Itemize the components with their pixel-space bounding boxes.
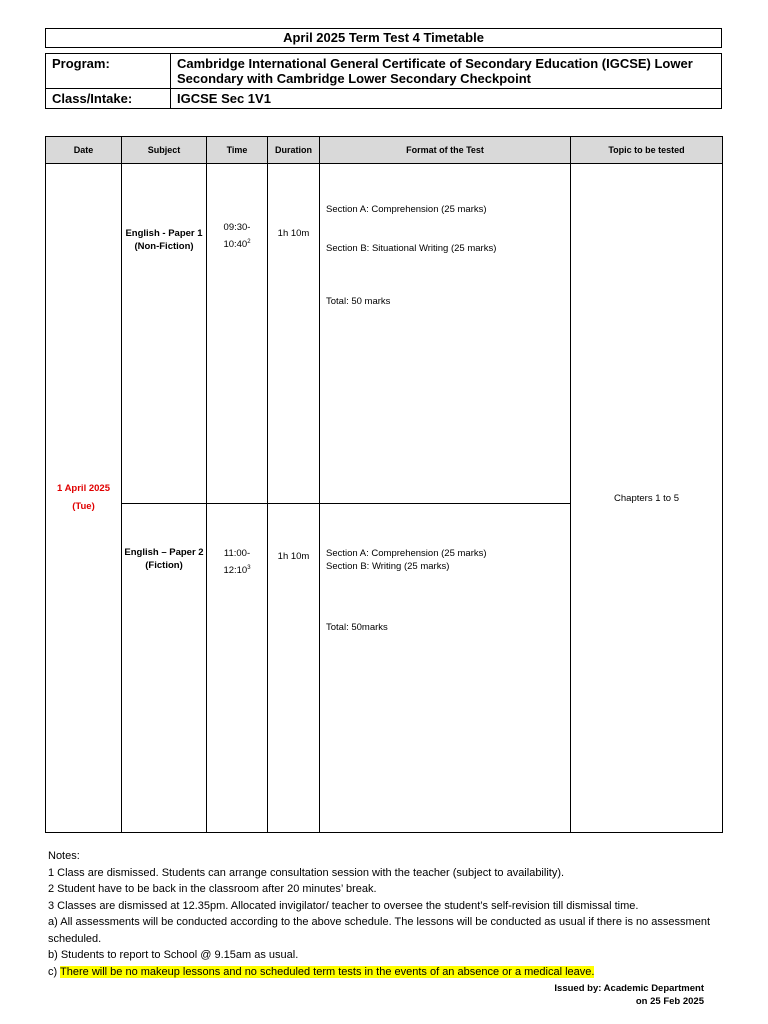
format-total: Total: 50marks	[326, 622, 388, 633]
format-cell	[320, 504, 571, 833]
time-start: 09:30-	[223, 222, 251, 233]
day-text: (Tue)	[72, 501, 95, 512]
program-info-table	[45, 53, 722, 109]
program-row	[46, 54, 722, 89]
topic-cell	[571, 164, 723, 833]
time-end: 10:40	[223, 239, 248, 251]
time-cell	[207, 164, 268, 504]
topic-text: Chapters 1 to 5	[614, 492, 679, 504]
subject-name: English – Paper 2	[124, 547, 204, 558]
format-section-b: Section B: Writing (25 marks)	[326, 561, 450, 572]
note-c	[48, 964, 728, 981]
notes-heading: Notes:	[48, 850, 80, 862]
time-start: 11:00-	[223, 548, 251, 559]
duration-text: 1h 10m	[277, 228, 310, 239]
subject-cell	[122, 504, 207, 833]
subject-type: (Fiction)	[145, 560, 183, 571]
header-subject: Subject	[122, 137, 207, 164]
duration-text: 1h 10m	[277, 551, 310, 562]
format-section-b: Section B: Situational Writing (25 marks)	[326, 243, 497, 254]
header-topic: Topic to be tested	[571, 137, 723, 164]
format-section-a: Section A: Comprehension (25 marks)	[326, 548, 487, 559]
header-time: Time	[207, 137, 268, 164]
timetable-header-row	[46, 137, 723, 164]
time-footnote: 3	[247, 565, 251, 571]
format-cell	[320, 164, 571, 504]
class-value: IGCSE Sec 1V1	[171, 89, 722, 109]
footnote-2: 2 Student have to be back in the classroom after 20 minutes’ break.	[48, 883, 377, 895]
time-end: 12:10	[223, 565, 248, 577]
issued-date: on 25 Feb 2025	[635, 996, 704, 1007]
note-a: a) All assessments will be conducted according to the above schedule. The lessons will be conducted as usual if there is no assessment scheduled.	[48, 916, 710, 945]
format-total: Total: 50 marks	[326, 296, 391, 307]
issued-by-line: Issued by: Academic Department	[554, 983, 704, 994]
header-format: Format of the Test	[320, 137, 571, 164]
subject-type: (Non-Fiction)	[134, 241, 194, 252]
class-row	[46, 89, 722, 109]
footnote-1: 1 Class are dismissed. Students can arrange consultation session with the teacher (subject to availability).	[48, 866, 565, 879]
subject-cell	[122, 164, 207, 504]
class-label: Class/Intake:	[46, 89, 171, 109]
subject-name: English - Paper 1	[125, 228, 203, 239]
date-text: 1 April 2025	[57, 483, 110, 494]
duration-cell	[268, 504, 320, 833]
time-footnote: 2	[247, 239, 251, 245]
program-label: Program:	[46, 54, 171, 89]
time-cell	[207, 504, 268, 833]
timetable	[45, 136, 723, 833]
note-c-prefix: c)	[48, 965, 61, 978]
note-b: b) Students to report to School @ 9.15am as usual.	[48, 949, 299, 961]
program-value: Cambridge International General Certificate of Secondary Education (IGCSE) Lower Secondary with Cambridge Lower Secondary Checkpoint	[171, 54, 722, 89]
format-section-a: Section A: Comprehension (25 marks)	[326, 204, 487, 215]
header-duration: Duration	[268, 137, 320, 164]
note-c-highlight: There will be no makeup lessons and no scheduled term tests in the events of an absence or a medical leave.	[60, 965, 595, 978]
table-row	[46, 164, 723, 504]
issued-by	[554, 982, 704, 1008]
duration-cell	[268, 164, 320, 504]
date-cell	[46, 164, 122, 833]
page-title: April 2025 Term Test 4 Timetable	[45, 28, 722, 48]
footnote-3: 3 Classes are dismissed at 12.35pm. Allocated invigilator/ teacher to oversee the student’s self-revision till dismissal time.	[48, 899, 639, 912]
header-date: Date	[46, 137, 122, 164]
notes-section	[48, 848, 728, 980]
